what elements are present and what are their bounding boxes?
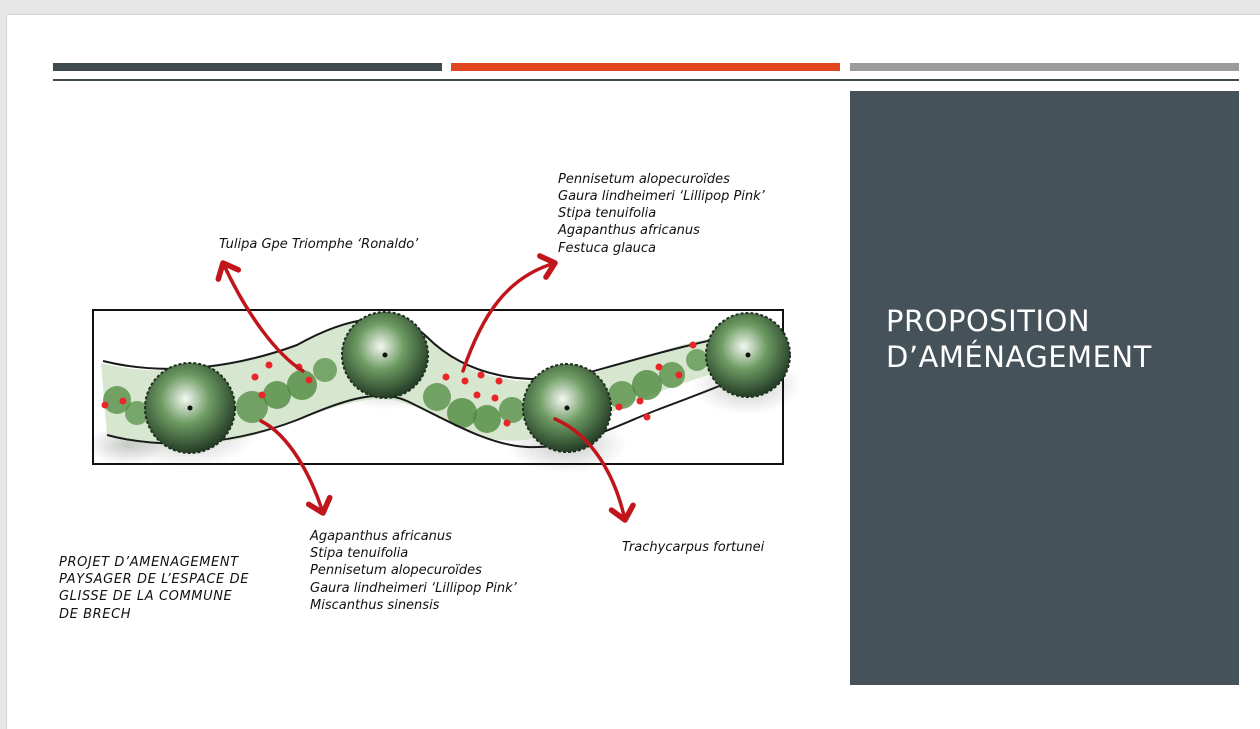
landscape-plan xyxy=(7,15,847,729)
label-list-top-right xyxy=(557,172,766,256)
accent-bar-gray xyxy=(850,63,1239,71)
label-list-bottom xyxy=(309,529,518,613)
tree-trachycarpus-2 xyxy=(342,312,428,398)
slide-title xyxy=(886,303,1226,375)
list-item: Pennisetum alopecuroïdes xyxy=(558,172,730,187)
list-item: Gaura lindheimeri ‘Lillipop Pink’ xyxy=(558,189,765,204)
list-item: Gaura lindheimeri ‘Lillipop Pink’ xyxy=(310,581,517,596)
list-item: Stipa tenuifolia xyxy=(310,546,409,561)
arrow-perennials-top xyxy=(463,263,555,371)
label-trachycarpus: Trachycarpus fortunei xyxy=(622,540,765,555)
list-item: Agapanthus africanus xyxy=(310,529,452,544)
caption-line: PAYSAGER DE L’ESPACE DE xyxy=(59,572,250,587)
slide xyxy=(6,14,1260,729)
project-caption xyxy=(59,555,249,622)
tree-trachycarpus-4 xyxy=(706,313,790,397)
list-item: Agapanthus africanus xyxy=(558,223,700,238)
slide-title-line-1: PROPOSITION xyxy=(886,304,1091,338)
caption-line: DE BRECH xyxy=(59,607,132,622)
list-item: Festuca glauca xyxy=(558,241,657,256)
title-panel xyxy=(850,91,1239,685)
label-tulipa: Tulipa Gpe Triomphe ‘Ronaldo’ xyxy=(219,237,419,252)
caption-line: GLISSE DE LA COMMUNE xyxy=(59,589,233,604)
arrow-perennials-bottom xyxy=(261,421,323,513)
slide-title-line-2: D’AMÉNAGEMENT xyxy=(886,340,1152,374)
list-item: Pennisetum alopecuroïdes xyxy=(310,563,482,578)
list-item: Stipa tenuifolia xyxy=(558,206,657,221)
tree-trachycarpus-1 xyxy=(145,363,235,453)
tree-trachycarpus-3 xyxy=(523,364,611,452)
caption-line: PROJET D’AMENAGEMENT xyxy=(59,555,239,570)
list-item: Miscanthus sinensis xyxy=(310,598,440,613)
